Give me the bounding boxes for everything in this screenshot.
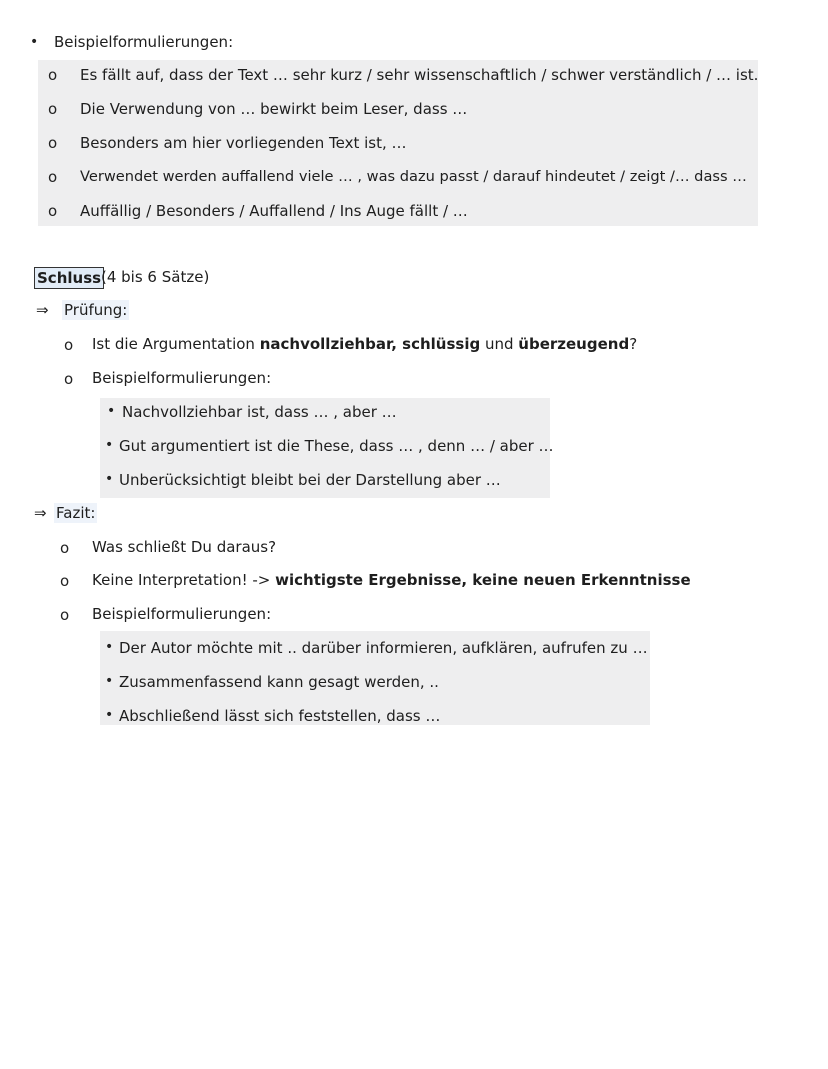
arrow-icon: ⇒	[36, 301, 49, 319]
circle-bullet-icon: o	[48, 202, 58, 220]
bullet-icon: •	[105, 673, 114, 689]
pruefung-example: Nachvollziehbar ist, dass … , aber …	[122, 403, 397, 421]
circle-bullet-icon: o	[60, 606, 70, 624]
fazit-example: Der Autor möchte mit .. darüber informieren, aufklären, aufrufen zu …	[119, 639, 648, 657]
bullet-icon: •	[105, 437, 114, 453]
fazit-examples-label: Beispielformulierungen:	[92, 605, 272, 623]
circle-bullet-icon: o	[64, 336, 74, 354]
fazit-question: Was schließt Du daraus?	[92, 538, 277, 556]
fazit-note: Keine Interpretation! -> wichtigste Ergebnisse, keine neuen Erkenntnisse	[92, 571, 691, 589]
bullet-icon: •	[30, 34, 39, 50]
bullet-icon: •	[105, 471, 114, 487]
intro-item: Es fällt auf, dass der Text … sehr kurz / sehr wissenschaftlich / schwer verständlich / … ist.	[80, 66, 759, 84]
circle-bullet-icon: o	[48, 168, 58, 186]
intro-item: Verwendet werden auffallend viele … , was dazu passt / darauf hindeutet / zeigt /… dass …	[80, 168, 747, 185]
schluss-title: Schluss	[34, 267, 104, 289]
fazit-example: Abschließend lässt sich feststellen, dass …	[119, 707, 441, 725]
bullet-icon: •	[105, 639, 114, 655]
circle-bullet-icon: o	[48, 100, 58, 118]
bullet-icon: •	[105, 707, 114, 723]
pruefung-question: Ist die Argumentation nachvollziehbar, schlüssig und überzeugend?	[92, 335, 638, 353]
pruefung-example: Gut argumentiert ist die These, dass … , denn … / aber …	[119, 437, 554, 455]
circle-bullet-icon: o	[48, 134, 58, 152]
circle-bullet-icon: o	[60, 539, 70, 557]
intro-item: Besonders am hier vorliegenden Text ist, …	[80, 134, 407, 152]
schluss-subtitle: (4 bis 6 Sätze)	[101, 268, 210, 286]
bullet-icon: •	[107, 403, 116, 419]
pruefung-example: Unberücksichtigt bleibt bei der Darstellung aber …	[119, 471, 501, 489]
fazit-example: Zusammenfassend kann gesagt werden, ..	[119, 673, 439, 691]
fazit-label: Fazit:	[56, 504, 96, 522]
pruefung-examples-label: Beispielformulierungen:	[92, 369, 272, 387]
pruefung-label: Prüfung:	[64, 301, 128, 319]
intro-heading: Beispielformulierungen:	[54, 33, 234, 51]
circle-bullet-icon: o	[64, 370, 74, 388]
circle-bullet-icon: o	[60, 572, 70, 590]
arrow-icon: ⇒	[34, 504, 47, 522]
circle-bullet-icon: o	[48, 66, 58, 84]
intro-item: Auffällig / Besonders / Auffallend / Ins Auge fällt / …	[80, 202, 468, 220]
intro-item: Die Verwendung von … bewirkt beim Leser, dass …	[80, 100, 468, 118]
